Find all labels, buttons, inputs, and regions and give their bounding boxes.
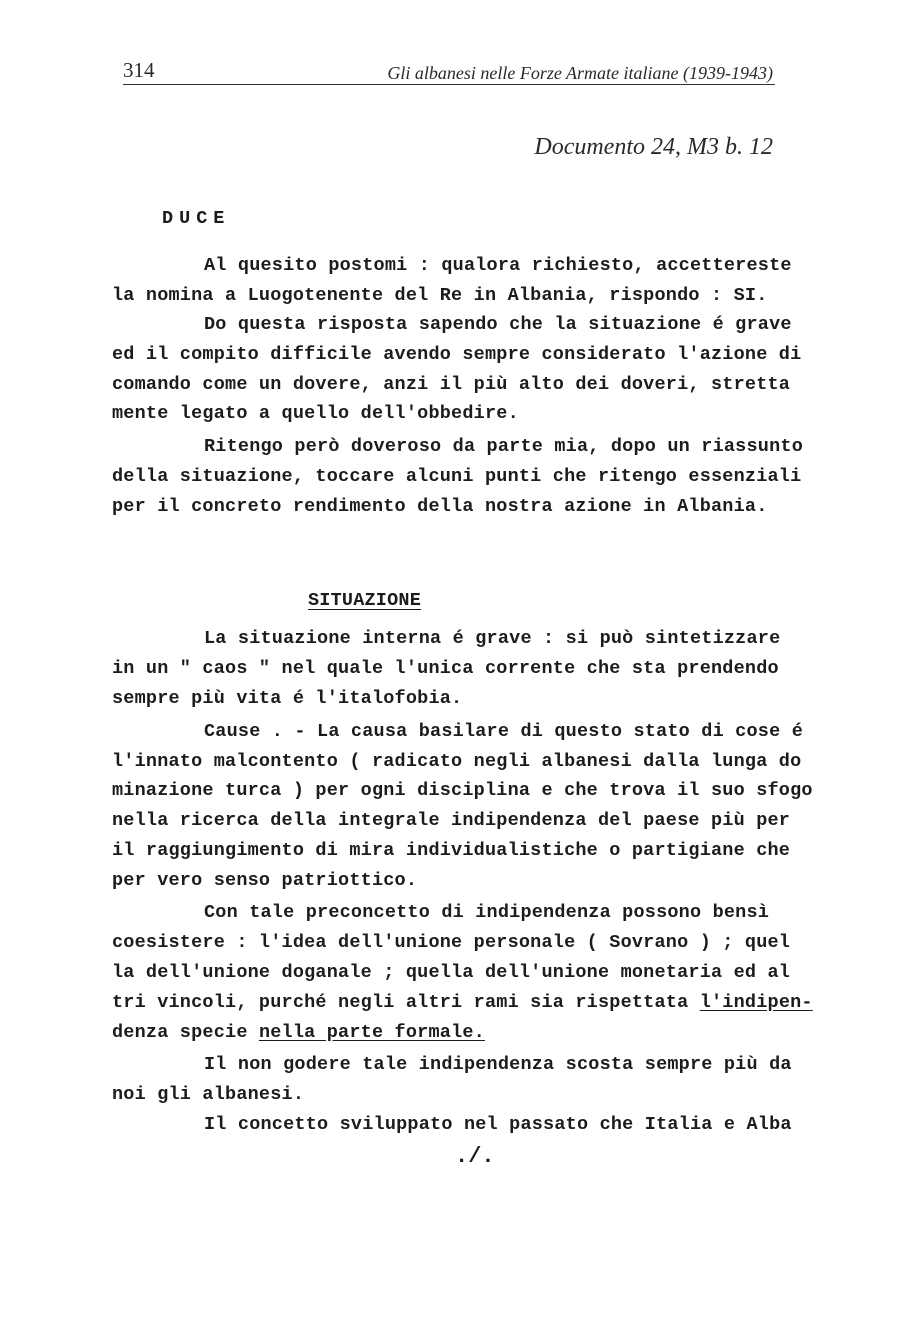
text-line: ed il compito difficile avendo sempre considerato l'azione di [112, 344, 802, 365]
text-line: l'innato malcontento ( radicato negli albanesi dalla lunga do [112, 751, 802, 772]
text-line [112, 1022, 485, 1043]
text-line: Ritengo però doveroso da parte mia, dopo un riassunto [204, 436, 803, 457]
text-line: La situazione interna é grave : si può sintetizzare [204, 628, 781, 649]
text-line: Cause . - La causa basilare di questo stato di cose é [204, 721, 803, 742]
underlined-phrase: l'indipen- [699, 992, 813, 1013]
page-number: 314 [123, 58, 155, 82]
text-line: noi gli albanesi. [112, 1084, 305, 1105]
text-line: nella ricerca della integrale indipendenza del paese più per [112, 810, 791, 831]
salutation: DUCE [162, 208, 231, 229]
text-line [112, 992, 813, 1013]
text-fragment: tri vincoli, purché negli altri rami sia rispettata [112, 992, 700, 1013]
document-reference: Documento 24, M3 b. 12 [534, 134, 773, 160]
text-line: per il concreto rendimento della nostra azione in Albania. [112, 496, 768, 517]
text-line: della situazione, toccare alcuni punti che ritengo essenziali [112, 466, 802, 487]
text-line: in un " caos " nel quale l'unica corrente che sta prendendo [112, 658, 779, 679]
text-line: Al quesito postomi : qualora richiesto, accettereste [204, 255, 792, 276]
text-line: coesistere : l'idea dell'unione personale ( Sovrano ) ; quel [112, 932, 791, 953]
text-line: Il concetto sviluppato nel passato che Italia e Alba [204, 1114, 792, 1135]
text-line: il raggiungimento di mira individualistiche o partigiane che [112, 840, 791, 861]
text-line: Do questa risposta sapendo che la situazione é grave [204, 314, 792, 335]
continuation-mark: ./. [455, 1144, 495, 1169]
text-line: Con tale preconcetto di indipendenza possono bensì [204, 902, 770, 923]
text-line: minazione turca ) per ogni disciplina e che trova il suo sfogo [112, 780, 813, 801]
text-line: comando come un dovere, anzi il più alto dei doveri, stretta [112, 374, 791, 395]
underlined-phrase: nella parte formale. [258, 1022, 485, 1043]
text-line: per vero senso patriottico. [112, 870, 418, 891]
text-line: sempre più vita é l'italofobia. [112, 688, 463, 709]
text-line: mente legato a quello dell'obbedire. [112, 403, 519, 424]
header-rule [123, 84, 775, 85]
text-line: Il non godere tale indipendenza scosta sempre più da [204, 1054, 792, 1075]
section-heading: SITUAZIONE [308, 590, 422, 611]
text-line: la nomina a Luogotenente del Re in Albania, rispondo : SI. [112, 285, 768, 306]
text-line: la dell'unione doganale ; quella dell'unione monetaria ed al [112, 962, 791, 983]
text-fragment: denza specie [112, 1022, 259, 1043]
running-title: Gli albanesi nelle Forze Armate italiane (1939-1943) [387, 63, 773, 83]
